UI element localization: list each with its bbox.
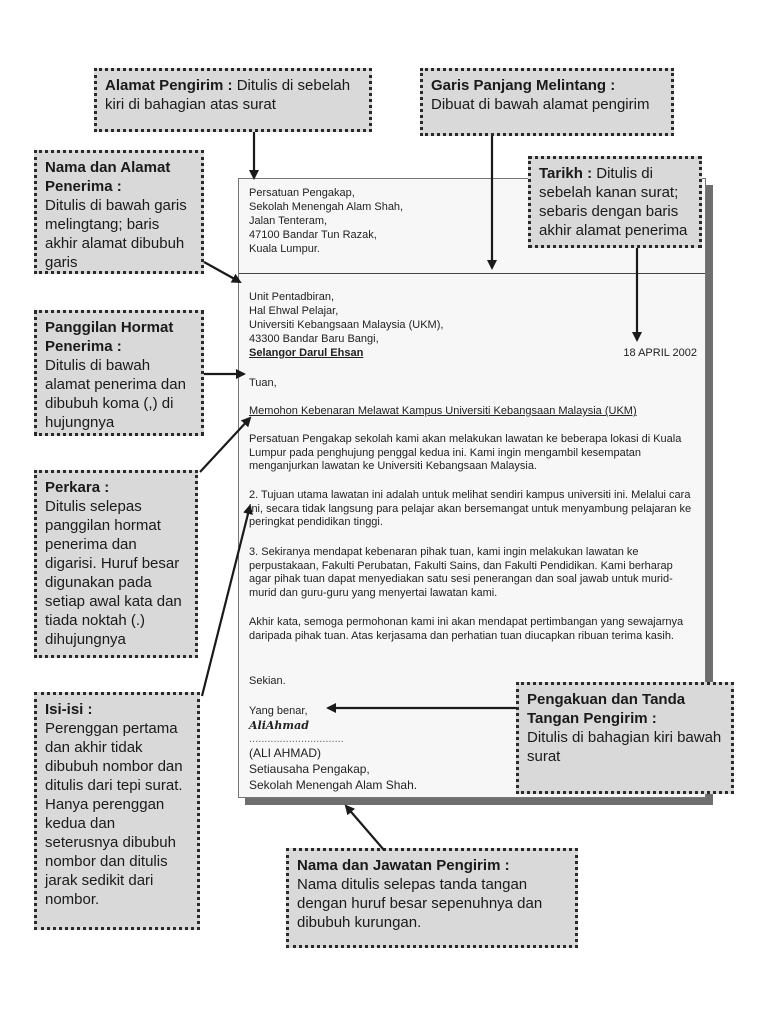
sender-address-line: Kuala Lumpur. [249, 243, 320, 255]
callout-body: Ditulis di bawah alamat penerima dan dibubuh koma (,) di hujungnya [45, 357, 186, 431]
recipient-address-line: Unit Pentadbiran, [249, 291, 334, 303]
callout-body: Perenggan pertama dan akhir tidak dibubuh nombor dan ditulis dari tepi surat. Hanya perenggan kedua dan seterusnya dibubuh nombor dan ditulis jarak sedikit dari nombor. [45, 720, 183, 908]
signature-dotted-line: ............................... [249, 733, 344, 745]
sender-name: (ALI AHMAD) [249, 746, 322, 760]
arrow-nama-jawatan [346, 806, 384, 850]
callout-body: Ditulis di sebelah kiri di bahagian atas surat [105, 77, 351, 113]
callout-body: Dibuat di bawah alamat pengirim [431, 96, 650, 113]
callout-title: Tarikh : [539, 165, 593, 182]
recipient-address-last-line: Selangor Darul Ehsan [249, 347, 364, 359]
arrow-isi-isi [202, 506, 250, 696]
callout-body: Nama ditulis selepas tanda tangan dengan huruf besar sepenuhnya dan dibubuh kurungan. [297, 876, 543, 931]
sender-position-line: Setiausaha Pengakap, [249, 762, 370, 776]
paragraph: 2. Tujuan utama lawatan ini adalah untuk melihat sendiri kampus universiti ini. Melalui cara ini, secara tidak langsung para pelajar akan bersemangat untuk menyambung pelajaran ke peringkat pendidikan tinggi. [249, 489, 692, 528]
sender-address-line: Jalan Tenteram, [249, 215, 328, 227]
sender-address-line: 47100 Bandar Tun Razak, [249, 229, 377, 241]
signature: AliAhmad [249, 719, 309, 732]
callout-title: Pengakuan dan Tanda Tangan Pengirim : [527, 691, 686, 727]
paragraph: Akhir kata, semoga permohonan kami ini akan mendapat pertimbangan yang sewajarnya daripada pihak tuan. Atas kerjasama dan perhatian tuan diucapkan ribuan terima kasih. [249, 616, 684, 642]
callout-title: Panggilan Hormat Penerima : [45, 319, 174, 355]
closing: Sekian. [249, 675, 286, 687]
callout-body: Ditulis di sebelah kanan surat; sebaris dengan baris akhir alamat penerima [539, 165, 688, 239]
callout-body: Ditulis di bahagian kiri bawah surat [527, 729, 722, 765]
callout-title: Isi-isi : [45, 701, 93, 718]
recipient-address-line: Hal Ehwal Pelajar, [249, 305, 339, 317]
callout-title: Alamat Pengirim : [105, 77, 233, 94]
callout-title: Perkara : [45, 479, 110, 496]
paragraph: Persatuan Pengakap sekolah kami akan melakukan lawatan ke beberapa lokasi di Kuala Lumpur pada penghujung penggal kedua ini. Kami ingin mengambil kesempatan menganjurkan lawatan ke Universiti Kebangsaan Malaysia. [249, 433, 682, 472]
letter-date: 18 APRIL 2002 [623, 347, 697, 359]
callout-title: Nama dan Jawatan Pengirim : [297, 857, 510, 874]
callout-body: Ditulis di bawah garis melingtang; baris akhir alamat dibubuh garis [45, 197, 187, 271]
recipient-address-line: 43300 Bandar Baru Bangi, [249, 333, 379, 345]
salutation: Tuan, [249, 377, 277, 389]
callout-title: Garis Panjang Melintang : [431, 77, 616, 94]
paragraph: 3. Sekiranya mendapat kebenaran pihak tuan, kami ingin melakukan lawatan ke perpustakaan, Fakulti Perubatan, Fakulti Sains, dan Fakulti Pendidikan. Kami berharap agar pihak tuan dapat menyediakan satu sesi penerangan dan soal jawab untuk murid-murid dan guru-guru yang menyertai lawatan kami. [249, 546, 673, 599]
sender-position-line: Sekolah Menengah Alam Shah. [249, 778, 418, 792]
recipient-address-line: Universiti Kebangsaan Malaysia (UKM), [249, 319, 444, 331]
letter-subject: Memohon Kebenaran Melawat Kampus Universiti Kebangsaan Malaysia (UKM) [249, 405, 637, 417]
sender-address-line: Persatuan Pengakap, [249, 187, 355, 199]
callout-body: Ditulis selepas panggilan hormat penerima dan digarisi. Huruf besar digunakan pada setiap awal kata dan tiada noktah (.) dihujungnya [45, 498, 182, 648]
arrow-nama-alamat-penerima [204, 262, 240, 282]
yours-truly: Yang benar, [249, 705, 308, 717]
callout-title: Nama dan Alamat Penerima : [45, 159, 171, 195]
arrow-perkara [200, 418, 250, 472]
sender-address-line: Sekolah Menengah Alam Shah, [249, 201, 404, 213]
